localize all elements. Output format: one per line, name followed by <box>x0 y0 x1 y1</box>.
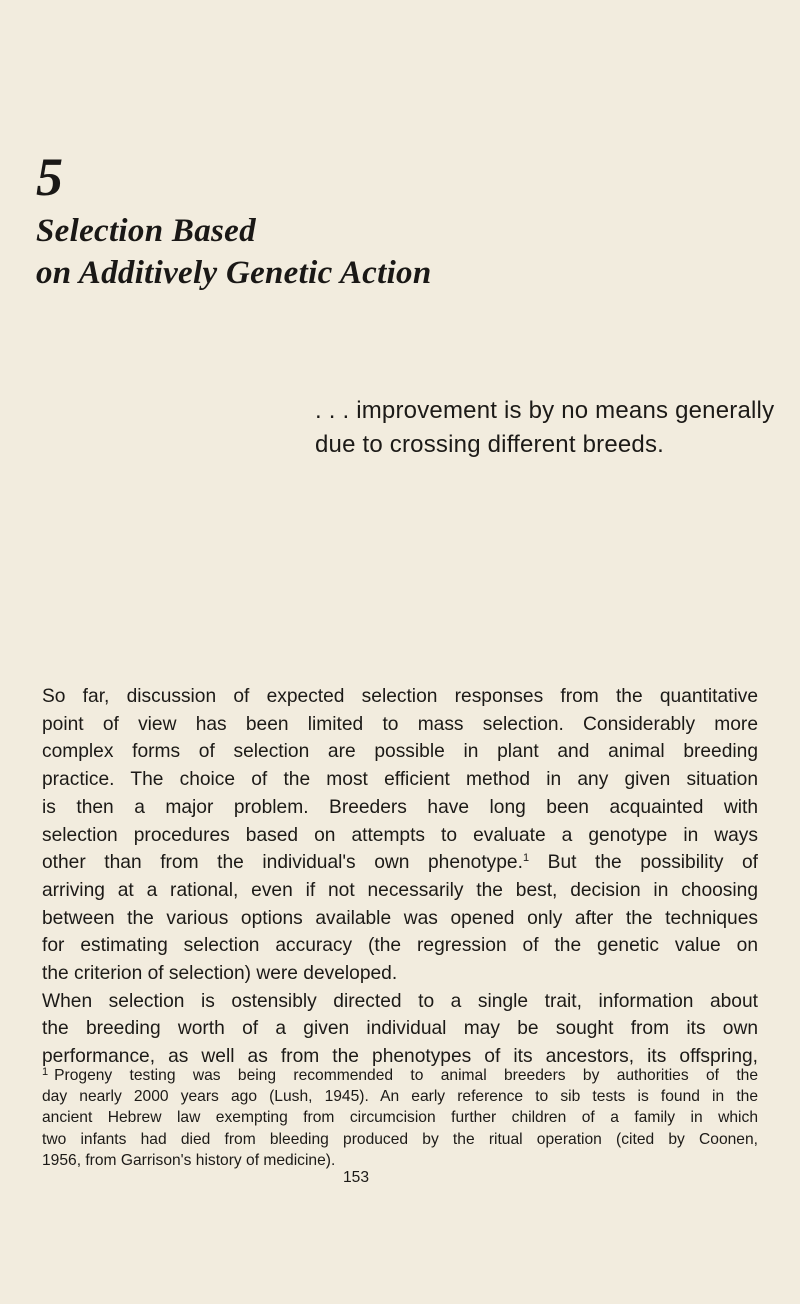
footnote-line <box>42 1065 758 1086</box>
body-line: complex forms of selection are possible in plant and animal breeding <box>42 741 758 763</box>
epigraph-line: . . . improvement is by no means generally <box>315 397 775 424</box>
body-line: So far, discussion of expected selection responses from the quantitative <box>42 686 758 707</box>
chapter-title-line: on Additively Genetic Action <box>36 255 432 291</box>
footnote <box>42 1065 758 1171</box>
footnote-mark: 1 <box>42 1066 49 1078</box>
body-line: point of view has been limited to mass selection. Considerably more <box>42 713 758 735</box>
footnote-line: ancient Hebrew law exempting from circumcision further children of a family in which <box>42 1109 758 1127</box>
footnote-line: day nearly 2000 years ago (Lush, 1945). An early reference to sib tests is found in the <box>42 1088 758 1106</box>
body-line: is then a major problem. Breeders have long been acquainted with <box>42 796 758 818</box>
footnote-line-text: Progeny testing was being recommended to animal breeders by authorities of the <box>54 1067 758 1084</box>
footnote-line: 1956, from Garrison's history of medicine). <box>42 1151 336 1169</box>
epigraph-line: due to crossing different breeds. <box>315 431 665 458</box>
body-line-text: But the possibility of <box>529 852 758 874</box>
body-line: between the various options available was opened only after the techniques <box>42 907 758 929</box>
footnote-line: two infants had died from bleeding produced by the ritual operation (cited by Coonen, <box>42 1130 758 1148</box>
body-line <box>42 849 758 877</box>
body-text <box>42 683 758 1071</box>
body-line: for estimating selection accuracy (the regression of the genetic value on <box>42 935 758 957</box>
footnote-reference[interactable]: 1 <box>522 852 530 865</box>
body-line: practice. The choice of the most efficient method in any given situation <box>42 769 758 791</box>
body-line: When selection is ostensibly directed to a single trait, information about <box>42 990 758 1012</box>
body-line: arriving at a rational, even if not necessarily the best, decision in choosing <box>42 879 758 901</box>
chapter-title-line: Selection Based <box>36 213 256 249</box>
body-line: performance, as well as from the phenotypes of its ancestors, its offspring, <box>42 1046 758 1068</box>
chapter-number: 5 <box>36 147 63 207</box>
page-number: 153 <box>343 1169 370 1186</box>
body-line: the criterion of selection) were developed. <box>42 963 398 985</box>
chapter-title <box>36 210 432 294</box>
body-line-text: other than from the individual's own phenotype. <box>42 852 523 874</box>
epigraph <box>315 394 774 462</box>
body-line: selection procedures based on attempts to evaluate a genotype in ways <box>42 824 758 846</box>
body-line: the breeding worth of a given individual may be sought from its own <box>42 1018 758 1040</box>
